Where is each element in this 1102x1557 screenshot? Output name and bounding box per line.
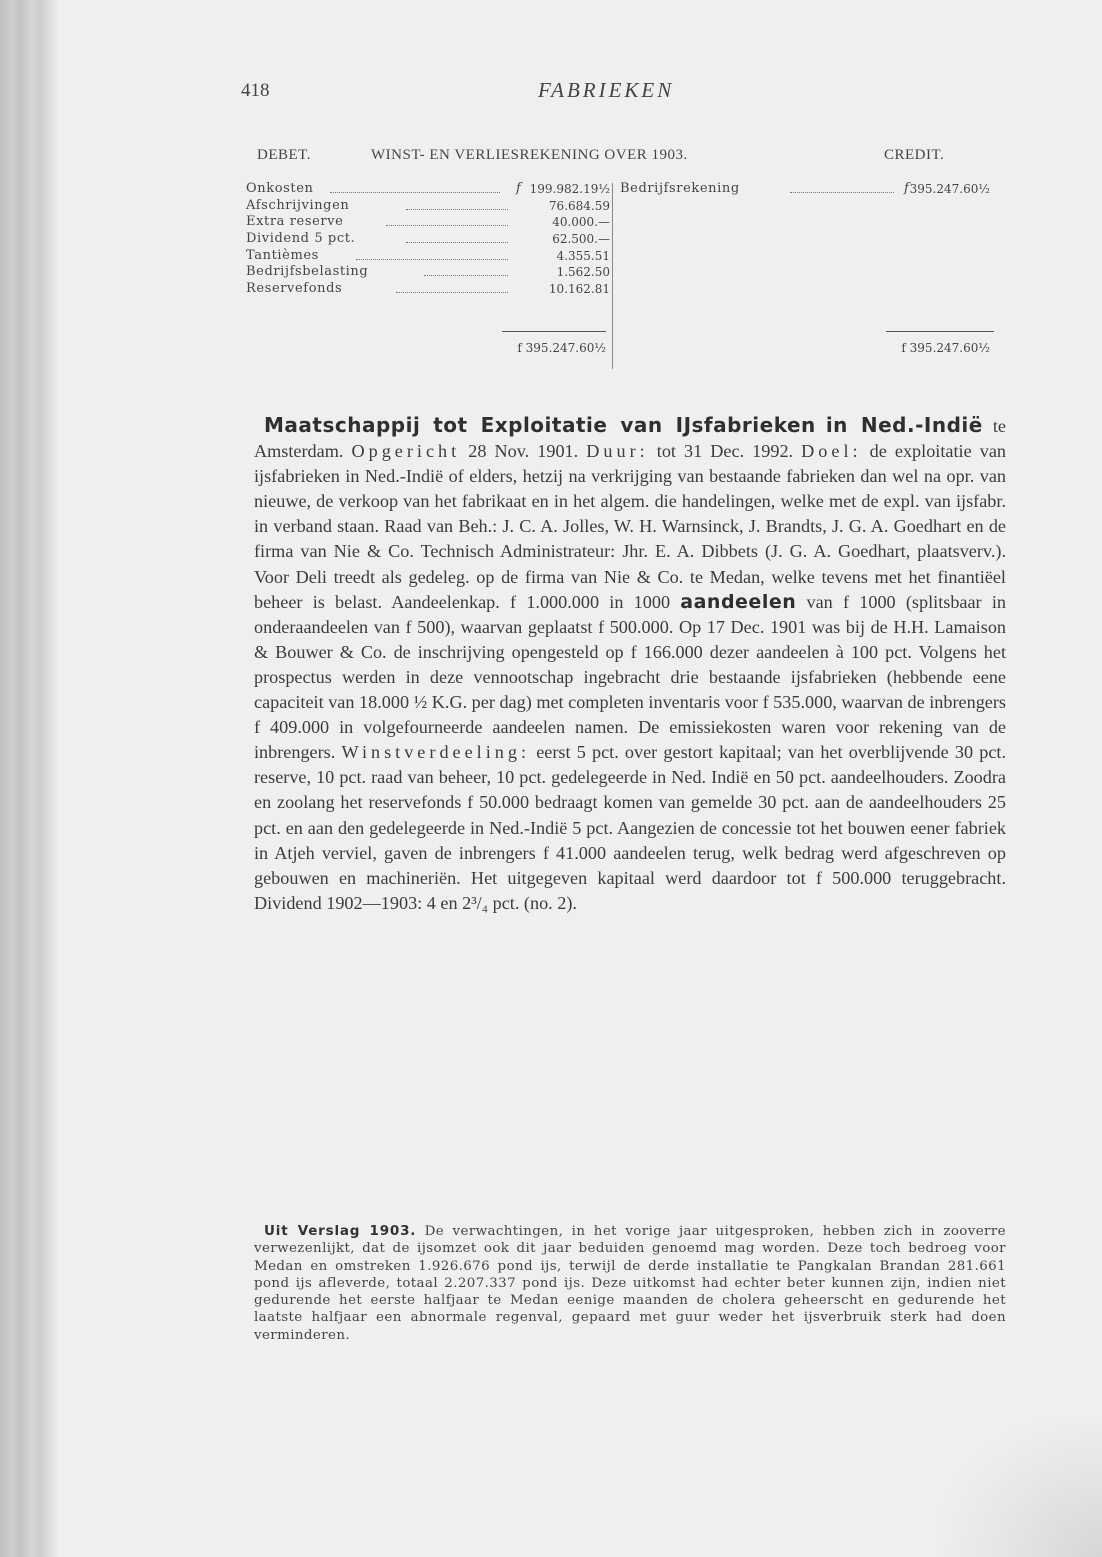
account-title: WINST- EN VERLIESREKENING OVER 1903. (371, 147, 688, 163)
debit-amount: 199.982.19½ (529, 182, 610, 196)
leader-dots (356, 259, 508, 260)
debit-label: Tantièmes (246, 247, 319, 263)
leader-dots (406, 209, 508, 210)
currency-symbol: f (516, 181, 521, 196)
debit-row (246, 264, 610, 281)
debit-label: Onkosten (246, 181, 314, 196)
leader-dots (790, 192, 894, 193)
credit-label: Bedrijfsrekening (620, 181, 740, 196)
debit-label: Dividend 5 pct. (246, 231, 356, 247)
debit-amount: 76.684.59 (548, 198, 610, 213)
leader-dots (396, 292, 508, 293)
purpose-text: de exploitatie van ijsfabrieken in Ned.-Indië of elders, hetzij na verkrijging van bestaande fabrieken dan wel na opr. van nieuwe, de verkoop van het fabrikaat en in het algem. die handelingen, welke met de expl. van ijsfabr. in verband staan. Raad van Beh.: J. C. A. Jolles, W. H. Warnsinck, J. Brandts, J. G. A. Goedhart en de firma van Nie & Co. Technisch Administrateur: Jhr. E. A. Dibbets (J. G. A. Goedhart, plaatsverv.). Voor Deli treedt als gedeleg. op de firma van Nie & Co. te Medan, welke tevens met het finantiëel beheer is belast. Aandeelenkap. f 1.000.000 in 1000 (254, 441, 1006, 612)
debit-row (246, 198, 610, 215)
debit-row (246, 181, 610, 198)
debit-row (246, 248, 610, 265)
report-text: De verwachtingen, in het vorige jaar uitgesproken, hebben zich in zooverre verwezenlijkt, dat de ijsomzet ook dit jaar beduiden genoemd mag worden. Deze toch bedroeg voor Medan en omstreken 1.926.676 pond ijs, terwijl de derde installatie te Pangkalan Brandan 281.661 pond ijs afleverde, totaal 2.207.337 pond ijs. Deze uitkomst had echter beter kunnen zijn, indien niet gedurende het eerste halfjaar te Medan eenige maanden de cholera geheerscht en gedurende het laatste halfjaar een abnormale regenval, gepaard met guur weder het ijsverbruik sterk had doen verminderen. (254, 1224, 1006, 1343)
debit-row (246, 214, 610, 231)
debit-amount: 4.355.51 (556, 248, 610, 263)
leader-dots (386, 225, 508, 226)
purpose-label: Doel: (801, 441, 862, 462)
column-divider (612, 183, 613, 369)
debit-amount: 40.000.— (552, 215, 610, 230)
currency-symbol: f (904, 181, 909, 196)
debit-total-rule (502, 331, 606, 332)
leader-dots (424, 275, 508, 276)
debit-row (246, 231, 610, 248)
debit-amount: 10.162.81 (548, 282, 610, 297)
debit-total: f 395.247.60½ (517, 341, 606, 355)
section-title: FABRIEKEN (538, 78, 675, 102)
credit-amount: 395.247.60½ (909, 182, 990, 196)
leader-dots (406, 242, 508, 243)
credit-row (620, 181, 1000, 198)
running-head (241, 80, 981, 104)
company-name-cont: in Ned.-Indië (825, 413, 983, 437)
profit-distribution-text: eerst 5 pct. over gestort kapitaal; van het overblijvende 30 pct. reserve, 10 pct. raad van beheer, 10 pct. gedelegeerde in Ned. Indië en 50 pct. aandeelhouders. Zoodra en zoolang het reservefonds f 50.000 bedraagt komen van gemelde 30 pct. aan de aandeelhouders 25 pct. en aan den gedelegeerde in Ned.-Indië 5 pct. Aangezien de concessie tot het bouwen eener fabriek in Atjeh verviel, gaven de inbrengers f 41.000 aandeelen terug, welk bedrag werd afgeschreven op gebouwen en machineriën. Het uitgegeven kapitaal werd daardoor tot f 500.000 teruggebracht. Dividend 1902—1903: 4 en 2³/₄ pct. (no. 2). (254, 742, 1007, 913)
company-location: te Amsterdam. (254, 416, 1006, 462)
debit-label: Afschrijvingen (246, 197, 350, 213)
report-paragraph (254, 1223, 1006, 1344)
debit-amount: 1.562.50 (556, 265, 610, 280)
debit-heading: DEBET. (257, 147, 311, 163)
duration-value: tot 31 Dec. 1992. (648, 441, 802, 462)
credit-column (620, 181, 1000, 355)
shares-label: aandeelen (680, 590, 797, 613)
company-name: Maatschappij tot Exploitatie van IJsfabrieken (264, 413, 816, 437)
debit-column (246, 181, 610, 355)
leader-dots (330, 192, 500, 193)
debit-row (246, 281, 610, 298)
report-lead: Uit Verslag 1903. (264, 1223, 417, 1239)
shares-text: van f 1000 (splitsbaar in onderaandeelen van f 500), waarvan geplaatst f 500.000. Op 17 Dec. 1901 was bij de H.H. Lamaison & Bouwer & Co. de inschrijving opengesteld op f 166.000 dezer aandeelen à 100 pct. Volgens het prospectus werden in deze vennootschap ingebracht drie bestaande ijsfabrieken (hebbende eene capaciteit van 18.000 ½ K.G. per dag) met completen inventaris voor f 535.000, waarvan de inbrengers f 409.000 in volgefourneerde aandeelen namen. De emissiekosten waren voor rekening van de inbrengers. (254, 591, 1007, 763)
credit-heading: CREDIT. (884, 147, 945, 163)
page-number: 418 (241, 80, 270, 101)
credit-total-rule (886, 331, 994, 332)
founded-value: 28 Nov. 1901. (460, 441, 587, 462)
debit-label: Bedrijfsbelasting (246, 264, 369, 280)
debit-label: Reservefonds (246, 281, 343, 297)
company-entry (254, 413, 1006, 916)
annual-report-excerpt (254, 1223, 1006, 1344)
debit-label: Extra reserve (246, 214, 344, 230)
credit-total: f 395.247.60½ (901, 341, 990, 355)
founded-label: Opgericht (351, 441, 461, 462)
debit-amount: 62.500.— (552, 232, 610, 247)
company-paragraph (254, 413, 1006, 916)
profit-distribution-label: Winstverdeeling: (341, 742, 531, 763)
duration-label: Duur: (586, 441, 649, 462)
